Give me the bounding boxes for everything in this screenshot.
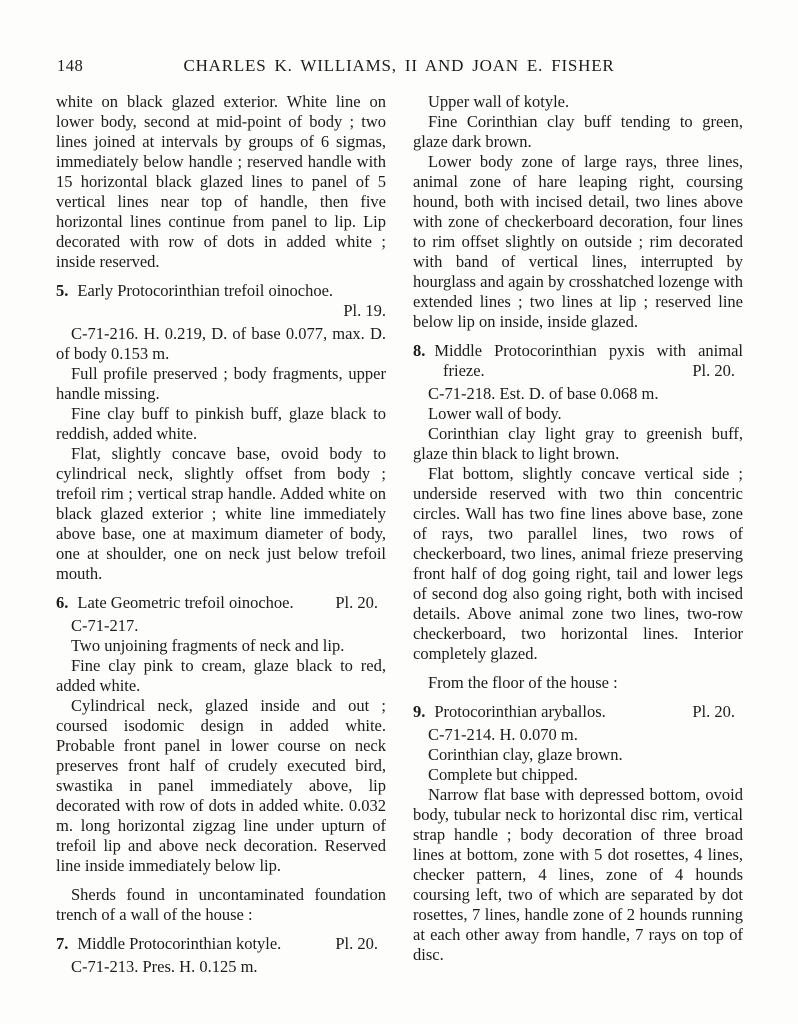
catalog-line: Corinthian clay light gray to greenish buff, glaze thin black to light brown. — [413, 424, 743, 463]
catalog-line: Upper wall of kotyle. — [428, 92, 570, 111]
catalog-line: Full profile preserved ; body fragments, upper handle missing. — [56, 364, 386, 403]
two-column-body — [56, 92, 743, 977]
plate-ref: Pl. 19. — [343, 301, 386, 320]
catalog-line: C-71-217. — [71, 616, 139, 635]
catalog-line: Fine Corinthian clay buff tending to green, glaze dark brown. — [413, 112, 743, 151]
entry-heading-5 — [56, 281, 386, 321]
entry-number: 7. — [56, 934, 69, 953]
running-head — [0, 56, 798, 78]
catalog-line: C-71-214. H. 0.070 m. — [428, 725, 578, 744]
entry-title: Protocorinthian aryballos. — [434, 702, 606, 721]
entry-heading-8 — [413, 341, 743, 381]
context-note: Sherds found in uncontaminated foundation trench of a wall of the house : — [56, 885, 386, 924]
plate-ref: Pl. 20. — [335, 593, 379, 612]
catalog-line: Fine clay buff to pinkish buff, glaze black to reddish, added white. — [56, 404, 386, 443]
entry-heading-9 — [413, 702, 743, 722]
paragraph: Cylindrical neck, glazed inside and out ; coursed isodomic design in added white. Probable front panel in lower course on neck preserves front half of crudely executed bird, swastika in panel immediately above, lip decorated with row of dots in added white. 0.032 m. long horizontal zigzag line under upturn of trefoil lip and above neck decoration. Reserved line inside immediately below lip. — [56, 696, 386, 875]
page-number: 148 — [57, 56, 84, 75]
entry-number: 9. — [413, 702, 426, 721]
catalog-line: Corinthian clay, glaze brown. — [428, 745, 623, 764]
paragraph: Flat bottom, slightly concave vertical side ; underside reserved with two thin concentric circles. Wall has two fine lines above base, zone of rays, two parallel lines, two rows of checkerboard, two lines, animal frieze preserving front half of dog going right, tail and lower legs of second dog also going right, both with incised details. Above animal zone two lines, two-row checkerboard, two horizontal lines. Interior completely glazed. — [413, 464, 743, 663]
catalog-line: C-71-218. Est. D. of base 0.068 m. — [428, 384, 659, 403]
entry-number: 8. — [413, 341, 426, 360]
plate-ref: Pl. 20. — [692, 702, 736, 721]
catalog-line: C-71-213. Pres. H. 0.125 m. — [71, 957, 258, 976]
entry-heading-7 — [56, 934, 386, 954]
running-head-title: CHARLES K. WILLIAMS, II AND JOAN E. FISHER — [183, 56, 615, 75]
paragraph: Narrow flat base with depressed bottom, ovoid body, tubular neck to horizontal disc rim, vertical strap handle ; body decoration of three broad lines at bottom, zone with 5 dot rosettes, 4 lines, checker pattern, 4 lines, zone of 4 hounds coursing left, two of which are separated by dot rosettes, 7 lines, handle zone of 2 hounds running at each other away from handle, 7 rays on top of disc. — [413, 785, 743, 964]
entry-number: 5. — [56, 281, 69, 300]
plate-ref: Pl. 20. — [335, 934, 379, 953]
entry-title: Late Geometric trefoil oinochoe. — [77, 593, 294, 612]
paragraph: Lower body zone of large rays, three lines, animal zone of hare leaping right, coursing hound, both with incised detail, two lines above with zone of checkerboard decoration, four lines to rim offset slightly on outside ; rim decorated with band of vertical lines, interrupted by hourglass and again by crosshatched lozenge with extended lines ; two lines at lip ; reserved line below lip on inside, inside glazed. — [413, 152, 743, 331]
plate-ref: Pl. 20. — [692, 361, 736, 380]
entry-number: 6. — [56, 593, 69, 612]
entry-heading-6 — [56, 593, 386, 613]
catalog-line: Lower wall of body. — [428, 404, 562, 423]
catalog-line: C-71-216. H. 0.219, D. of base 0.077, max. D. of body 0.153 m. — [56, 324, 386, 363]
paragraph-continuation: white on black glazed exterior. White line on lower body, second at mid-point of body ; two lines joined at intervals by groups of 6 sigmas, immediately below handle ; reserved handle with 15 horizontal black glazed lines to panel of 5 vertical lines near top of handle, then five horizontal lines continue from panel to lip. Lip decorated with row of dots in added white ; inside reserved. — [56, 92, 386, 271]
catalog-line: Fine clay pink to cream, glaze black to red, added white. — [56, 656, 386, 695]
column-left — [56, 92, 386, 977]
entry-title: Middle Protocorinthian kotyle. — [77, 934, 282, 953]
catalog-line: Two unjoining fragments of neck and lip. — [71, 636, 345, 655]
catalog-line: Complete but chipped. — [428, 765, 578, 784]
context-note: From the floor of the house : — [428, 673, 618, 692]
entry-title: Early Protocorinthian trefoil oinochoe. — [77, 281, 334, 300]
entry-title: Middle Protocorinthian pyxis with animal frieze. — [434, 341, 743, 380]
column-right — [413, 92, 743, 977]
paragraph: Flat, slightly concave base, ovoid body to cylindrical neck, slightly offset from body ; trefoil rim ; vertical strap handle. Added white on black glazed exterior ; white line immediately above base, one at maximum diameter of body, one at shoulder, one on neck just below trefoil mouth. — [56, 444, 386, 583]
